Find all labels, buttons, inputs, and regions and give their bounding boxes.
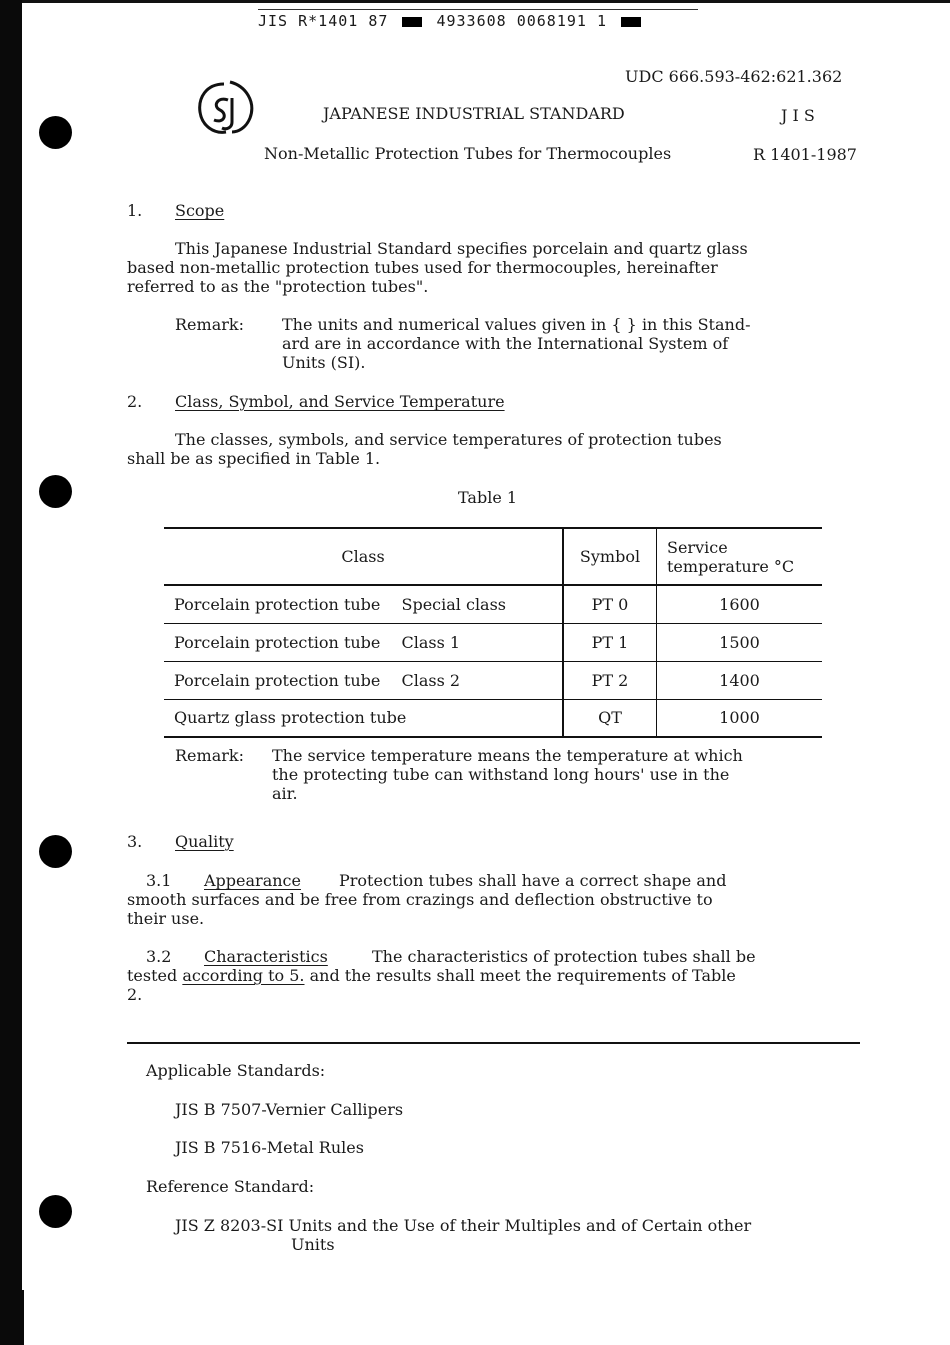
section-heading-scope: Scope bbox=[175, 201, 225, 220]
header-class: Class bbox=[341, 547, 385, 566]
scan-edge-bar-bottom bbox=[14, 1290, 24, 1345]
remark-text-line: The units and numerical values given in { } in this Stand- bbox=[282, 315, 751, 334]
header-symbol: Symbol bbox=[563, 528, 657, 585]
row-class bbox=[164, 661, 563, 699]
applicable-standard-item: JIS B 7507-Vernier Callipers bbox=[175, 1100, 404, 1119]
row-temperature: 1600 bbox=[719, 594, 760, 614]
header-code-left: JIS R*1401 87 bbox=[258, 12, 389, 30]
row-symbol: PT 2 bbox=[563, 661, 657, 699]
scan-edge-bar bbox=[0, 0, 22, 1345]
class-grade: Class 1 bbox=[401, 632, 461, 652]
table-header-row bbox=[164, 528, 822, 585]
jis-logo-icon bbox=[194, 78, 258, 140]
class-name: Porcelain protection tube bbox=[174, 670, 381, 690]
table-row bbox=[164, 699, 822, 737]
header-service-temperature bbox=[657, 528, 823, 585]
class-name: Porcelain protection tube bbox=[174, 594, 381, 614]
characteristics-text-line bbox=[127, 966, 736, 985]
clause-number: 3.2 bbox=[146, 947, 172, 966]
clause-number: 3.1 bbox=[146, 871, 172, 890]
barcode-block bbox=[402, 17, 422, 27]
top-rule bbox=[22, 0, 950, 3]
standard-number: R 1401-1987 bbox=[753, 145, 857, 164]
section-number: 3. bbox=[127, 832, 143, 851]
class-name: Porcelain protection tube bbox=[174, 632, 381, 652]
class-text-line: shall be as specified in Table 1. bbox=[127, 449, 381, 468]
clause-heading-appearance: Appearance bbox=[204, 871, 301, 890]
footnote-separator bbox=[127, 1042, 860, 1044]
row-symbol: PT 1 bbox=[563, 623, 657, 661]
section-heading-class: Class, Symbol, and Service Temperature bbox=[175, 392, 505, 411]
reference-standard-item: JIS Z 8203-SI Units and the Use of their Multiples and of Certain other bbox=[175, 1216, 752, 1235]
reference-standard-label: Reference Standard: bbox=[146, 1177, 315, 1196]
scope-text-line: This Japanese Industrial Standard specifies porcelain and quartz glass bbox=[175, 239, 748, 258]
table-row bbox=[164, 661, 822, 699]
class-grade: Class 2 bbox=[401, 670, 461, 690]
clause-reference: according to 5. bbox=[182, 966, 305, 985]
characteristics-text-start: tested bbox=[127, 966, 178, 985]
remark-text-line: Units (SI). bbox=[282, 353, 366, 372]
remark-text-line: the protecting tube can withstand long hours' use in the bbox=[272, 765, 730, 784]
header-code-right: 4933608 0068191 1 bbox=[436, 12, 607, 30]
section-number: 2. bbox=[127, 392, 143, 411]
characteristics-text-line: 2. bbox=[127, 985, 143, 1004]
udc-number: UDC 666.593-462:621.362 bbox=[625, 67, 843, 86]
row-temperature: 1000 bbox=[719, 708, 760, 728]
jis-mark: J I S bbox=[781, 106, 815, 125]
punch-hole bbox=[39, 1195, 72, 1228]
row-symbol: QT bbox=[563, 699, 657, 737]
remark-text-line: ard are in accordance with the International System of bbox=[282, 334, 729, 353]
class-name: Quartz glass protection tube bbox=[174, 708, 407, 728]
row-temperature: 1500 bbox=[719, 632, 760, 652]
table-title: Table 1 bbox=[458, 488, 518, 507]
remark-label: Remark: bbox=[175, 315, 244, 334]
remark-label: Remark: bbox=[175, 746, 244, 765]
row-symbol: PT 0 bbox=[563, 585, 657, 623]
punch-hole bbox=[39, 116, 72, 149]
table-row bbox=[164, 585, 822, 623]
class-text-line: The classes, symbols, and service temperatures of protection tubes bbox=[175, 430, 722, 449]
punch-hole bbox=[39, 835, 72, 868]
section-number: 1. bbox=[127, 201, 143, 220]
table-1 bbox=[164, 527, 822, 738]
row-class bbox=[164, 623, 563, 661]
row-class bbox=[164, 699, 563, 737]
remark-text-line: air. bbox=[272, 784, 298, 803]
reference-standard-item-cont: Units bbox=[291, 1235, 335, 1254]
punch-hole bbox=[39, 475, 72, 508]
appearance-text-line: smooth surfaces and be free from crazings and deflection obstructive to bbox=[127, 890, 713, 909]
header-service-line2: temperature °C bbox=[667, 556, 795, 576]
appearance-text-line: their use. bbox=[127, 909, 205, 928]
applicable-standards-label: Applicable Standards: bbox=[146, 1061, 326, 1080]
barcode-block bbox=[621, 17, 641, 27]
remark-text-line: The service temperature means the temperature at which bbox=[272, 746, 743, 765]
scope-text-line: referred to as the "protection tubes". bbox=[127, 277, 429, 296]
header-service-line1: Service bbox=[667, 537, 728, 557]
table-row bbox=[164, 623, 822, 661]
row-temperature: 1400 bbox=[719, 670, 760, 690]
section-heading-quality: Quality bbox=[175, 832, 234, 851]
applicable-standard-item: JIS B 7516-Metal Rules bbox=[175, 1138, 364, 1157]
class-grade: Special class bbox=[401, 594, 507, 614]
row-class bbox=[164, 585, 563, 623]
characteristics-text-line: The characteristics of protection tubes shall be bbox=[372, 947, 756, 966]
clause-heading-characteristics: Characteristics bbox=[204, 947, 328, 966]
characteristics-text-end: and the results shall meet the requirements of Table bbox=[309, 966, 736, 985]
org-title: JAPANESE INDUSTRIAL STANDARD bbox=[323, 104, 625, 123]
header-code bbox=[258, 9, 698, 30]
scan-mark bbox=[22, 330, 30, 344]
appearance-text-line: Protection tubes shall have a correct shape and bbox=[339, 871, 727, 890]
document-title: Non-Metallic Protection Tubes for Thermocouples bbox=[264, 144, 672, 163]
scope-text-line: based non-metallic protection tubes used for thermocouples, hereinafter bbox=[127, 258, 718, 277]
